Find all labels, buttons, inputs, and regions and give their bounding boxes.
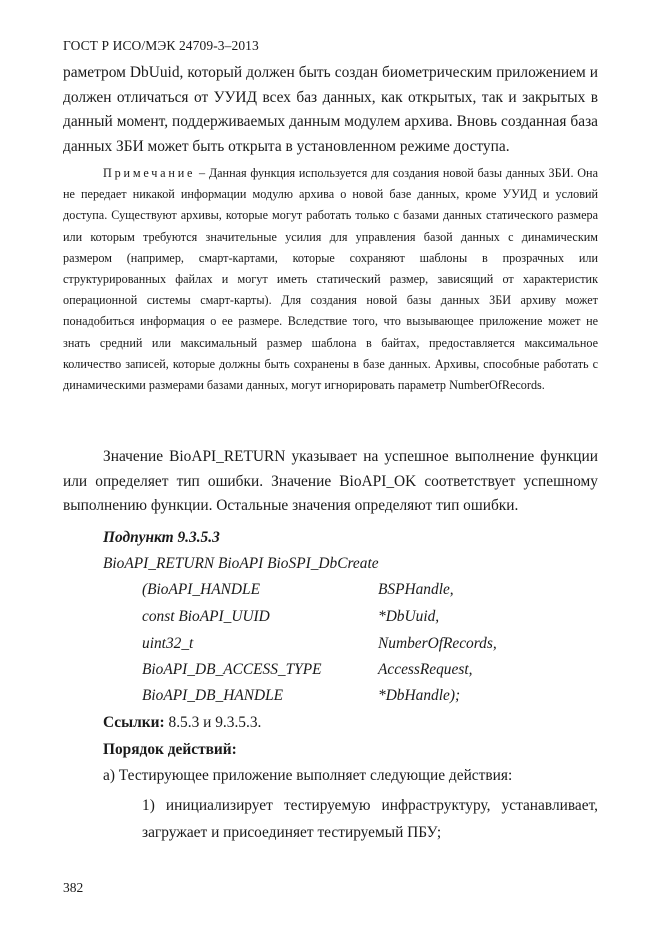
param-type-5: BioAPI_DB_HANDLE (142, 687, 284, 704)
references-line (103, 713, 261, 733)
procedure-step-a: а) Тестирующее приложение выполняет следующие действия: (103, 767, 513, 784)
return-value-paragraph: Значение BioAPI_RETURN указывает на успешное выполнение функции или определяет тип ошибки. Значение BioAPI_OK соответствует успешному выполнению функции. Остальные значения определяют тип ошибки. (63, 448, 598, 514)
param-type-2: const BioAPI_UUID (142, 608, 270, 625)
param-type-4: BioAPI_DB_ACCESS_TYPE (142, 661, 322, 678)
param-name-4: AccessRequest, (378, 661, 473, 678)
param-name-3: NumberOfRecords, (378, 635, 497, 652)
param-type-1: (BioAPI_HANDLE (142, 581, 260, 598)
subclause-heading: Подпункт 9.3.5.3 (103, 529, 220, 546)
note-paragraph (63, 163, 598, 396)
param-name-2: *DbUuid, (378, 608, 440, 625)
param-name-5: *DbHandle); (378, 687, 461, 704)
procedure-step-1: 1) инициализирует тестируемую инфраструктуру, устанавливает, загружает и присоединяет тестируемый ПБУ; (142, 797, 598, 841)
procedure-heading: Порядок действий: (103, 741, 237, 758)
note-label: Примечание (103, 166, 196, 180)
paragraph-continuation: раметром DbUuid, который должен быть создан биометрическим приложением и должен отличаться от УУИД всех баз данных, как открытых, так и закрытых в данный момент, поддерживаемых данным модулем архива. Вновь созданная база данных ЗБИ может быть открыта в установленном режиме доступа. (63, 64, 598, 155)
note-text: – Данная функция используется для создания новой базы данных ЗБИ. Она не передает никакой информации модулю архива о новой базе данных, кроме УУИД и условий доступа. Существуют архивы, которые могут работать только с базами данных статического размера или которым требуются значительные усилия для управления базой данных с динамическим размером (например, смарт-картами, которые сохраняют шаблоны в прозрачных или структурированных файлах и могут иметь статический размер, зависящий от характеристик операционной системы смарт-карты). Для создания новой базы данных ЗБИ архиву может понадобиться информация о ее размере. Вследствие того, что вызывающее приложение может не знать средний или максимальный размер шаблона в байтах, предоставляется максимальное количество записей, которые должны быть сохранены в базе данных. Архивы, способные работать с динамическими размерами базами данных, могут игнорировать параметр NumberOfRecords. (63, 166, 598, 393)
param-name-1: BSPHandle, (378, 581, 454, 598)
function-declaration: BioAPI_RETURN BioAPI BioSPI_DbCreate (103, 555, 379, 572)
page-number: 382 (63, 880, 84, 895)
param-type-3: uint32_t (142, 635, 194, 652)
references-value: 8.5.3 и 9.3.5.3. (164, 714, 262, 731)
references-label: Ссылки: (103, 714, 165, 731)
document-header: ГОСТ Р ИСО/МЭК 24709-3–2013 (63, 38, 259, 53)
